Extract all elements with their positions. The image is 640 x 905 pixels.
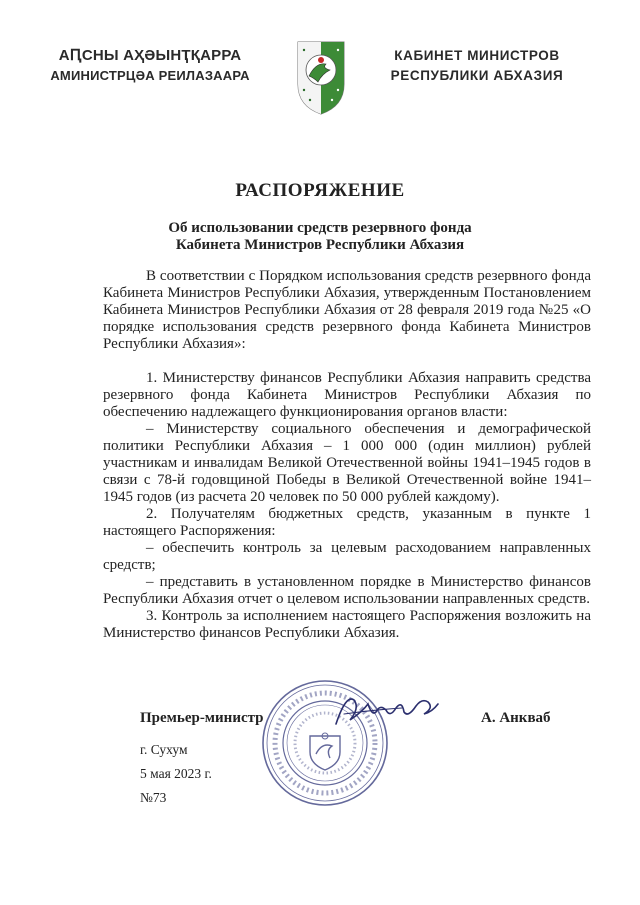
document-title: РАСПОРЯЖЕНИЕ: [235, 180, 405, 201]
header-abkhaz-line1: АԤСНЫ АҲӘЫНҬҚАРРА: [58, 47, 242, 64]
paragraph-preamble: В соответствии с Порядком использования средств резервного фонда Кабинета Министров Республики Абхазия, утвержденным Постановлением Кабинета Министров Республики Абхазия от 28 февраля 2019 года №25 «О порядке использования средств резервного фонда Кабинета Министров Республики Абхазия»:: [103, 268, 591, 352]
header-abkhaz: [0, 46, 300, 86]
paragraph-item-1: 1. Министерству финансов Республики Абхазия направить средства резервного фонда Кабинета Министров Республики Абхазия по обеспечению надлежащего функционирования органов власти:: [103, 370, 591, 420]
document-subtitle: [0, 220, 640, 254]
document-date: 5 мая 2023 г.: [140, 766, 212, 781]
paragraph-item-2: 2. Получателям бюджетных средств, указанным в пункте 1 настоящего Распоряжения:: [103, 506, 591, 539]
header-russian-line1: КАБИНЕТ МИНИСТРОВ: [394, 48, 560, 63]
coat-of-arms-icon: [296, 40, 346, 116]
paragraph-item-2-sub-b: – представить в установленном порядке в Министерство финансов Республики Абхазия отчет о целевом использовании направленных средств.: [103, 574, 591, 607]
header-russian: [378, 46, 576, 86]
document-body: [103, 268, 591, 642]
document-city: г. Сухум: [140, 742, 188, 757]
paragraph-item-1-sub: – Министерству социального обеспечения и демографической политики Республики Абхазия – 1 000 000 (один миллион) рублей участникам и инвалидам Великой Отечественной войны 1941–1945 годов в связи с 78-й годовщиной Победы в Великой Отечественной войне 1941–1945 годов (из расчета 20 человек по 50 000 рублей каждому).: [103, 421, 591, 505]
document-number: №73: [140, 790, 167, 805]
signatory-role: Премьер-министр: [140, 710, 264, 726]
signatory-name: А. Анкваб: [481, 710, 551, 726]
header-russian-line2: РЕСПУБЛИКИ АБХАЗИЯ: [390, 68, 564, 83]
subtitle-line2: Кабинета Министров Республики Абхазия: [175, 237, 465, 253]
paragraph-item-2-sub-a: – обеспечить контроль за целевым расходованием направленных средств;: [103, 540, 591, 573]
handwritten-signature: [332, 690, 442, 730]
paragraph-item-3: 3. Контроль за исполнением настоящего Распоряжения возложить на Министерство финансов Республики Абхазия.: [103, 608, 591, 641]
subtitle-line1: Об использовании средств резервного фонда: [168, 220, 472, 236]
header-abkhaz-line2: АМИНИСТРЦӘА РЕИЛАЗААРА: [50, 68, 250, 83]
